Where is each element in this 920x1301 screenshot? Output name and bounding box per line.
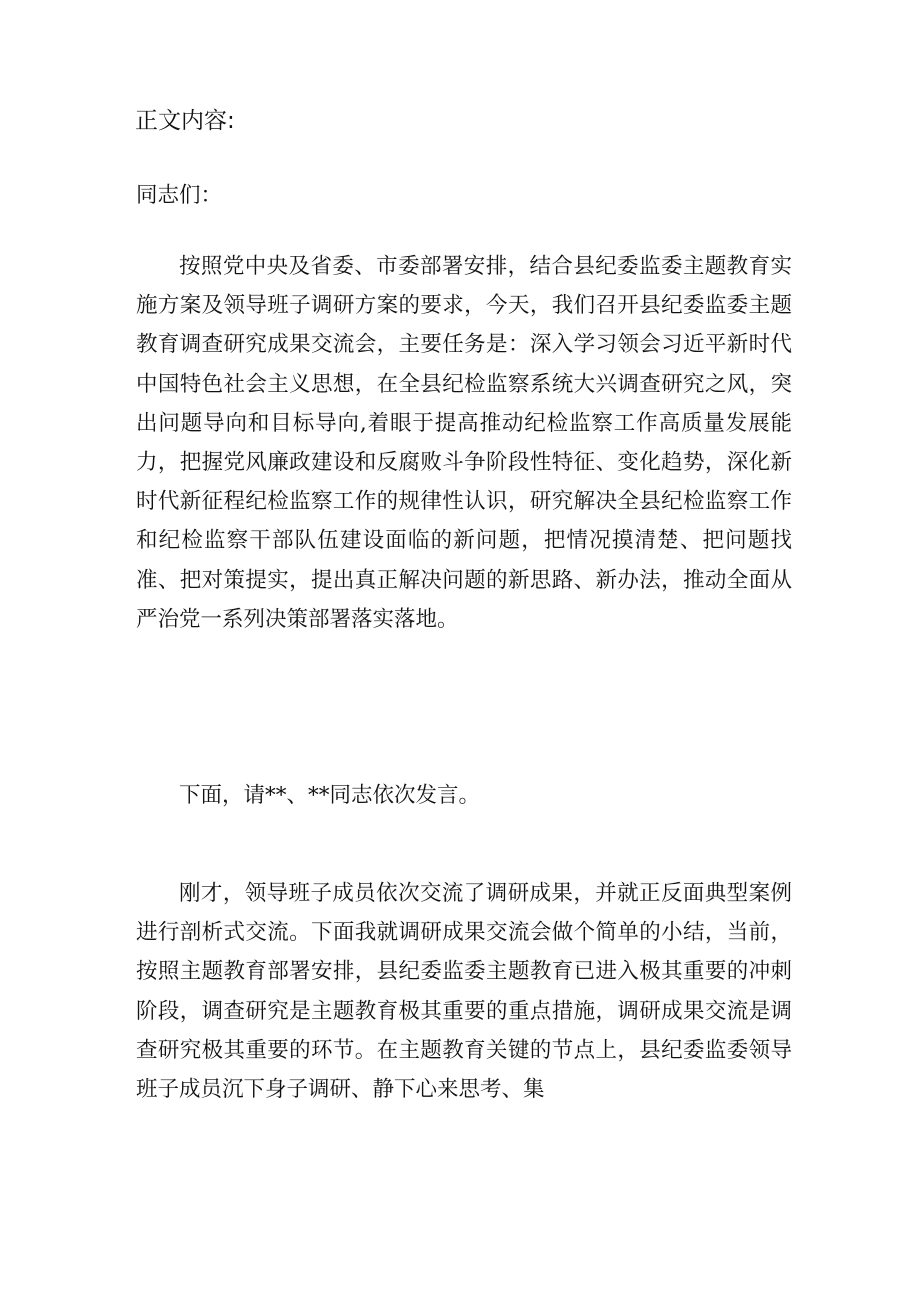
paragraph-speakers: 下面，请**、**同志依次发言。: [179, 783, 481, 808]
paragraph-summary: 刚才，领导班子成员依次交流了调研成果，并就正反面典型案例进行剖析式交流。下面我就调研成果交流会做个简单的小结，当前，按照主题教育部署安排，县纪委监委主题教育已进入极其重要的冲刺阶段，调查研究是主题教育极其重要的重点措施，调研成果交流是调查研究极其重要的环节。在主题教育关键的节点上，县纪委监委领导班子成员沉下身子调研、静下心来思考、集: [136, 881, 792, 1103]
greeting: 同志们：: [136, 183, 223, 208]
paragraph-opening: 按照党中央及省委、市委部署安排，结合县纪委监委主题教育实施方案及领导班子调研方案的要求，今天，我们召开县纪委监委主题教育调查研究成果交流会，主要任务是：深入学习领会习近平新时代中国特色社会主义思想，在全县纪检监察系统大兴调查研究之风，突出问题导向和目标导向,着眼于提高推动纪检监察工作高质量发展能力，把握党风廉政建设和反腐败斗争阶段性特征、变化趋势，深化新时代新征程纪检监察工作的规律性认识，研究解决全县纪检监察工作和纪检监察干部队伍建设面临的新问题，把情况摸清楚、把问题找准、把对策提实，提出真正解决问题的新思路、新办法，推动全面从严治党一系列决策部署落实落地。: [136, 254, 792, 632]
page-heading: 正文内容:: [135, 108, 235, 134]
